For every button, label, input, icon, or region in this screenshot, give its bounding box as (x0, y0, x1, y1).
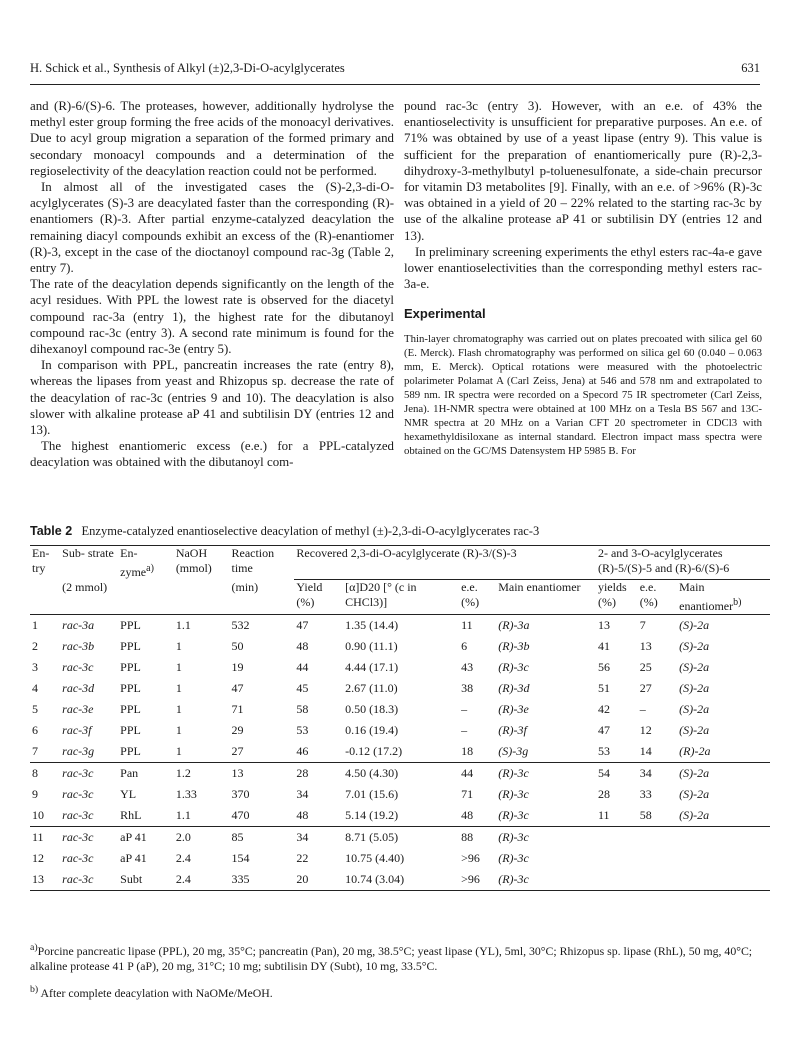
cell-yield: 45 (296, 681, 309, 695)
table-row (30, 720, 770, 741)
cell-time: 13 (229, 763, 294, 785)
running-header (30, 61, 760, 85)
table-row (30, 678, 770, 699)
cell-product-main: (S)-2a (679, 723, 710, 737)
cell-entry: 9 (32, 787, 38, 801)
cell-naoh: 1.2 (174, 763, 230, 785)
cell-substrate: rac-3e (62, 702, 94, 716)
cell-product-main (677, 827, 770, 849)
cell-product-ee (638, 869, 677, 891)
table-row (30, 615, 770, 637)
cell-time: 532 (229, 615, 294, 637)
cell-main-enantiomer: (R)-3c (496, 827, 596, 849)
cell-entry: 10 (32, 808, 44, 822)
cell-yield: 34 (296, 787, 309, 801)
cell-enzyme: PPL (120, 744, 141, 758)
table-row (30, 636, 770, 657)
cell-ee: 88 (459, 827, 496, 849)
footnote-b: $^{b)}$ After complete deacylation with NaOMe/MeOH. (30, 983, 273, 1000)
paragraph: In almost all of the investigated cases the (S)-2,3-di-O-acylglycerates (S)-3 are deacylated faster than the corresponding (R)-enantiomers (R)-3. After partial enzyme-catalyzed deacylation the remaining diacyl compounds exhibit an excess of the (R)-enantiomer (R)-3, except in the case of the dioctanoyl compound rac-3g (Table 2, entry 7). (30, 180, 394, 276)
cell-time: 19 (231, 660, 244, 674)
paragraph: and (R)-6/(S)-6. The proteases, however, additionally hydrolyse the methyl ester group forming the free acids of the monoacyl derivatives. Due to acyl group migration a separation of the formed primary and secondary monoacyl compounds and a determination of the regioselectivity of the deacylation reaction could not be performed. (30, 99, 394, 178)
cell-enzyme: PPL (120, 702, 141, 716)
cell-product-main: (S)-2a (677, 615, 770, 637)
cell-ee: – (461, 702, 468, 716)
cell-substrate: rac-3c (62, 851, 94, 865)
right-column (404, 98, 762, 458)
cell-ee: >96 (461, 851, 480, 865)
cell-substrate: rac-3b (62, 639, 95, 653)
cell-rotation: 7.01 (15.6) (345, 787, 399, 801)
cell-time: 27 (231, 744, 244, 758)
paragraph: The highest enantiomeric excess (e.e.) for a PPL-catalyzed deacylation was obtained with the dibutanoyl com- (30, 439, 394, 470)
cell-yield: 58 (296, 702, 309, 716)
header-substrate: Sub- strate (60, 546, 118, 581)
cell-product-ee: 25 (639, 660, 652, 674)
cell-time: 154 (231, 851, 250, 865)
cell-main-enantiomer: (R)-3c (496, 763, 596, 785)
cell-rotation: 1.35 (14.4) (343, 615, 459, 637)
cell-naoh: 1 (175, 639, 182, 653)
cell-naoh: 1 (175, 744, 182, 758)
cell-entry: 3 (32, 660, 38, 674)
cell-yield: 34 (294, 827, 343, 849)
header-rotation: [α]D20 [° (c in CHCl3)] (345, 580, 417, 609)
table-header-row (30, 546, 770, 580)
header-time: Reaction time (229, 546, 294, 581)
cell-entry: 12 (32, 851, 44, 865)
cell-product-yield: 28 (597, 787, 610, 801)
cell-naoh: 1.1 (175, 808, 191, 822)
cell-naoh: 1.33 (175, 787, 197, 801)
cell-ee: 48 (461, 808, 474, 822)
cell-entry: 4 (32, 681, 38, 695)
cell-yield: 22 (296, 851, 309, 865)
cell-rotation: 0.90 (11.1) (345, 639, 398, 653)
cell-product-ee: 34 (638, 763, 677, 785)
cell-time: 71 (231, 702, 244, 716)
table-footnotes (30, 940, 770, 1008)
cell-ee: 38 (461, 681, 474, 695)
cell-time: 85 (229, 827, 294, 849)
cell-naoh: 1 (175, 660, 182, 674)
cell-product-yield: 51 (597, 681, 610, 695)
cell-enzyme: PPL (120, 723, 141, 737)
cell-rotation: 4.44 (17.1) (345, 660, 399, 674)
cell-enzyme: PPL (120, 681, 141, 695)
table-caption-text: Enzyme-catalyzed enantioselective deacylation of methyl (±)-2,3-di-O-acylglycerates rac-3 (81, 524, 540, 538)
cell-ee: 11 (459, 615, 496, 637)
cell-enzyme: Pan (118, 763, 174, 785)
cell-substrate: rac-3a (60, 615, 118, 637)
cell-product-yield (596, 848, 638, 869)
cell-ee: 18 (461, 744, 474, 758)
cell-yield: 48 (296, 808, 309, 822)
cell-ee: 6 (461, 639, 468, 653)
cell-substrate: rac-3c (62, 787, 94, 801)
cell-naoh: 1 (175, 702, 182, 716)
cell-product-ee: 13 (639, 639, 652, 653)
cell-product-yield (596, 869, 638, 891)
table-subheader-row (30, 580, 770, 615)
header-product-yields: yields (%) (597, 580, 627, 609)
experimental-paragraph: Thin-layer chromatography was carried out on plates precoated with silica gel 60 (E. Merck). Flash chromatography was performed on silica gel 60 (0.040 – 0.063 mm, E. Merck). Optical rotations were measured with the photoelectric polarimeter Polamat A (Carl Zeiss, Jena) at 546 and 578 nm and extrapolated to 589 nm. IR spectra were recorded on a Specord 75 IR spectrometer (Carl Zeiss, Jena). 1H-NMR spectra were obtained at 100 MHz on a Tesla BS 567 and 13C-NMR spectra at 20 MHz on a Varian CFT 20 spectrometer in CDCl3 with hexamethyldisiloxane as internal standard. Electron impact mass spectra were obtained on the GC/MS Datensystem HP 5985 B. For (404, 332, 762, 457)
cell-time: 29 (231, 723, 244, 737)
cell-product-main: (S)-2a (679, 787, 710, 801)
cell-substrate: rac-3c (60, 827, 118, 849)
table-row (30, 763, 770, 785)
cell-substrate: rac-3g (62, 744, 95, 758)
cell-enzyme: PPL (118, 615, 174, 637)
cell-product-yield: 47 (597, 723, 610, 737)
table-row (30, 827, 770, 849)
cell-substrate: rac-3c (60, 869, 118, 891)
table-row (30, 741, 770, 763)
cell-product-ee: 12 (639, 723, 652, 737)
cell-product-ee: – (639, 702, 646, 716)
cell-product-yield: 42 (597, 702, 610, 716)
cell-product-ee (638, 848, 677, 869)
cell-main-enantiomer: (R)-3c (498, 660, 529, 674)
table-row (30, 657, 770, 678)
cell-product-main (677, 869, 770, 891)
footnote-a: $^{a)}$Porcine pancreatic lipase (PPL), 20 mg, 35°C; pancreatin (Pan), 20 mg, 38.5°C; yeast lipase (YL), 5ml, 30°C; Rhizopus sp. lipase (RhL), 50 mg, 40°C; alkaline protease 41 P (aP), 20 mg, 31°C; 10 mg; subtilisin DY (Subt), 10 mg, 33.5°C. (30, 942, 753, 974)
paragraph: In comparison with PPL, pancreatin increases the rate (entry 8), whereas the lipases from yeast and Rhizopus sp. decrease the rate of the deacylation of rac-3c (entries 9 and 10). The deacylation is also slower with alkaline protease aP 41 and subtilisin DY (entries 12 and 13). (30, 358, 394, 438)
cell-substrate: rac-3c (62, 660, 94, 674)
cell-rotation: 5.14 (19.2) (345, 808, 399, 822)
cell-entry: 8 (30, 763, 60, 785)
paragraph: The rate of the deacylation depends significantly on the length of the acyl residues. With PPL the lowest rate is observed for the diacetyl compound rac-3a (entry 1), the highest rate for the dibutanoyl compound rac-3c (entry 3). A second rate minimum is found for the dihexanoyl compound rac-3e (entry 5). (30, 277, 394, 357)
cell-ee: >96 (459, 869, 496, 891)
cell-ee: 71 (461, 787, 474, 801)
cell-main-enantiomer: (R)-3c (496, 869, 596, 891)
cell-main-enantiomer: (R)-3e (498, 702, 529, 716)
cell-substrate: rac-3c (60, 763, 118, 785)
header-entry: En- try (30, 546, 60, 581)
cell-entry: 6 (32, 723, 38, 737)
cell-enzyme: aP 41 (120, 851, 147, 865)
cell-main-enantiomer: (R)-3c (498, 787, 529, 801)
table-row (30, 805, 770, 827)
footnote-a-ref: a) (146, 563, 154, 574)
cell-product-main: (S)-2a (679, 702, 710, 716)
cell-entry: 13 (30, 869, 60, 891)
cell-yield: 28 (294, 763, 343, 785)
cell-naoh: 2.4 (175, 851, 191, 865)
header-naoh: NaOH (mmol) (174, 546, 230, 581)
cell-ee: 43 (461, 660, 474, 674)
cell-time: 47 (231, 681, 244, 695)
cell-entry: 5 (32, 702, 38, 716)
header-yield: Yield (%) (296, 580, 323, 609)
cell-rotation: 0.50 (18.3) (345, 702, 399, 716)
cell-product-main: (S)-2a (679, 808, 710, 822)
cell-naoh: 1 (175, 681, 182, 695)
cell-yield: 20 (294, 869, 343, 891)
cell-enzyme: PPL (120, 639, 141, 653)
paragraph: pound rac-3c (entry 3). However, with an e.e. of 43% the enantioselectivity is unsufficient for preparative purposes. An e.e. of 71% was obtained by use of a yeast lipase (entry 9). This value is sufficient for the preparation of enantiomerically pure (R)-2,3-dihydroxy-3-methylbutyl p-toluenesulfonate, a side-chain precursor for vitamin D3 metabolites [9]. Finally, with an e.e. of >96% (R)-3c was obtained in a yield of 20 – 22% related to the starting rac-3c by use of the alkaline protease aP 41 or subtilisin DY (entries 12 and 13). (404, 99, 762, 243)
header-product-main: Main enantiomer$^{b)}$ (679, 580, 742, 613)
cell-entry: 11 (30, 827, 60, 849)
cell-main-enantiomer: (R)-3c (498, 851, 529, 865)
cell-naoh: 1 (175, 723, 182, 737)
cell-product-main: (S)-2a (677, 763, 770, 785)
cell-main-enantiomer: (S)-3g (498, 744, 529, 758)
cell-time: 470 (231, 808, 250, 822)
table-row (30, 848, 770, 869)
cell-product-yield (596, 827, 638, 849)
cell-naoh: 1.1 (174, 615, 230, 637)
header-substrate-unit: (2 mmol) (62, 580, 108, 594)
cell-yield: 53 (296, 723, 309, 737)
cell-enzyme: aP 41 (118, 827, 174, 849)
cell-rotation: 10.74 (3.04) (343, 869, 459, 891)
cell-product-main (677, 848, 770, 869)
cell-product-yield: 54 (596, 763, 638, 785)
table-row (30, 869, 770, 891)
cell-main-enantiomer: (R)-3a (496, 615, 596, 637)
cell-main-enantiomer: (R)-3f (498, 723, 527, 737)
cell-ee: 44 (459, 763, 496, 785)
cell-time: 370 (231, 787, 250, 801)
cell-yield: 44 (296, 660, 309, 674)
cell-enzyme: YL (120, 787, 137, 801)
footnote-b-ref: b) (733, 597, 742, 608)
cell-substrate: rac-3f (62, 723, 92, 737)
cell-product-ee: 58 (639, 808, 652, 822)
cell-product-main: (S)-2a (679, 681, 710, 695)
cell-product-ee: 7 (638, 615, 677, 637)
cell-entry: 7 (32, 744, 38, 758)
cell-main-enantiomer: (R)-3c (498, 808, 529, 822)
cell-substrate: rac-3c (62, 808, 94, 822)
cell-entry: 2 (32, 639, 38, 653)
cell-enzyme: Subt (118, 869, 174, 891)
cell-product-ee (638, 827, 677, 849)
cell-yield: 46 (296, 744, 309, 758)
cell-rotation: -0.12 (17.2) (345, 744, 403, 758)
cell-rotation: 0.16 (19.4) (345, 723, 399, 737)
table-label: Table 2 (30, 524, 73, 538)
cell-enzyme: RhL (120, 808, 142, 822)
cell-rotation: 2.67 (11.0) (345, 681, 398, 695)
cell-rotation: 10.75 (4.40) (345, 851, 405, 865)
cell-product-main: (R)-2a (679, 744, 711, 758)
cell-rotation: 8.71 (5.05) (343, 827, 459, 849)
table-row (30, 699, 770, 720)
header-product-ee: e.e. (%) (639, 580, 658, 609)
header-recovered-group: Recovered 2,3-di-O-acylglycerate (R)-3/(S)-3 (294, 546, 596, 580)
cell-enzyme: PPL (120, 660, 141, 674)
table-caption (30, 524, 770, 539)
left-column (30, 98, 394, 471)
header-enzyme: En- zyme$^{a)}$ (118, 546, 174, 581)
cell-product-yield: 53 (597, 744, 610, 758)
section-heading: Experimental (404, 306, 486, 322)
cell-product-main: (S)-2a (679, 639, 710, 653)
cell-time: 335 (229, 869, 294, 891)
table-body (30, 615, 770, 891)
page-number: 631 (741, 61, 760, 75)
cell-naoh: 2.4 (174, 869, 230, 891)
cell-main-enantiomer: (R)-3d (498, 681, 530, 695)
cell-yield: 47 (294, 615, 343, 637)
cell-rotation: 4.50 (4.30) (343, 763, 459, 785)
cell-substrate: rac-3d (62, 681, 95, 695)
cell-product-ee: 33 (639, 787, 652, 801)
cell-product-main: (S)-2a (679, 660, 710, 674)
paragraph: In preliminary screening experiments the ethyl esters rac-4a-e gave lower enantioselectivities than the corresponding methyl esters rac-3a-e. (404, 244, 762, 292)
header-ee: e.e. (%) (461, 580, 480, 609)
cell-product-yield: 11 (597, 808, 610, 822)
cell-product-ee: 27 (639, 681, 652, 695)
running-title: H. Schick et al., Synthesis of Alkyl (±)2,3-Di-O-acylglycerates (30, 61, 345, 75)
results-table (30, 545, 770, 891)
cell-main-enantiomer: (R)-3b (498, 639, 530, 653)
header-main-enantiomer: Main enantiomer (498, 580, 581, 594)
cell-yield: 48 (296, 639, 309, 653)
cell-entry: 1 (30, 615, 60, 637)
header-products-group: 2- and 3-O-acylglycerates (R)-5/(S)-5 and (R)-6/(S)-6 (596, 546, 770, 580)
cell-product-yield: 13 (596, 615, 638, 637)
cell-product-yield: 56 (597, 660, 610, 674)
header-time-unit: (min) (231, 580, 259, 594)
cell-product-yield: 41 (597, 639, 610, 653)
cell-ee: – (461, 723, 468, 737)
cell-product-ee: 14 (639, 744, 652, 758)
cell-naoh: 2.0 (174, 827, 230, 849)
cell-time: 50 (231, 639, 244, 653)
table-row (30, 784, 770, 805)
